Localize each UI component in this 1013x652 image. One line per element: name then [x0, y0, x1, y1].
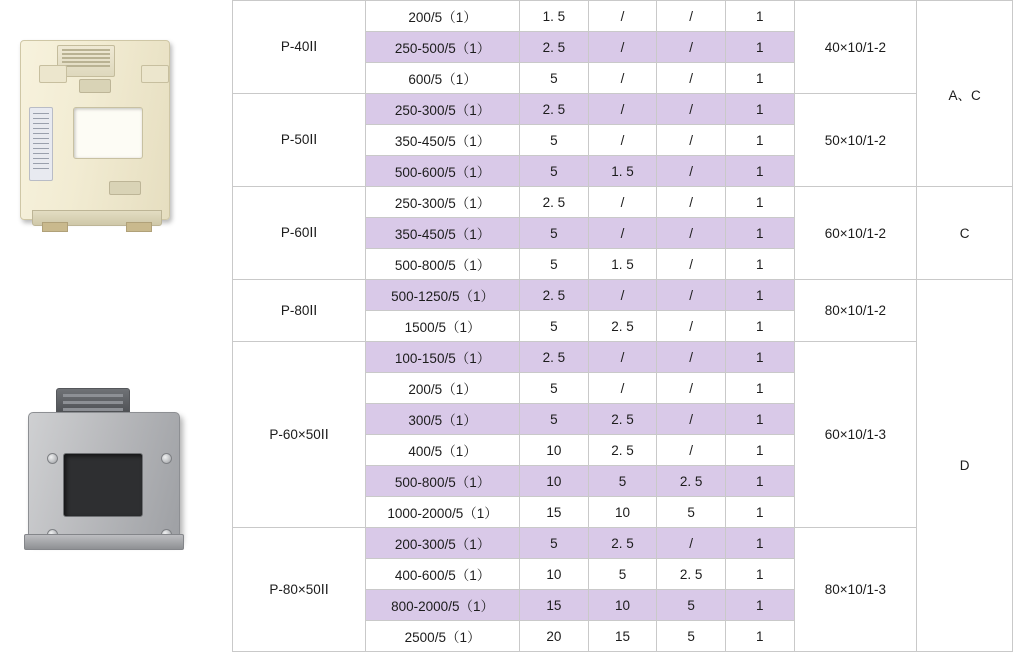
cell-rated-factor: 1 [725, 1, 794, 32]
cell-rated-factor: 1 [725, 404, 794, 435]
ct-white-housing [20, 40, 170, 220]
table-row [233, 342, 1013, 373]
cell-class-3: 2. 5 [657, 466, 726, 497]
cell-class-05: 5 [520, 311, 589, 342]
ct-gray-screw-top-right [161, 453, 172, 464]
cell-class-3: / [657, 32, 726, 63]
cell-rated-factor: 1 [725, 590, 794, 621]
cell-ratio: 400-600/5（1） [366, 559, 520, 590]
cell-dimension: 40×10/1-2 [794, 1, 917, 94]
cell-rated-factor: 1 [725, 187, 794, 218]
cell-class-1: 2. 5 [588, 528, 657, 559]
cell-class-1: / [588, 32, 657, 63]
cell-class-1: / [588, 187, 657, 218]
cell-class-1: 2. 5 [588, 435, 657, 466]
cell-class-05: 5 [520, 218, 589, 249]
ct-gray-busbar-window [63, 453, 143, 517]
cell-class-05: 5 [520, 373, 589, 404]
cell-class-1: 2. 5 [588, 311, 657, 342]
cell-class-1: / [588, 125, 657, 156]
cell-rated-factor: 1 [725, 528, 794, 559]
cell-class-3: / [657, 125, 726, 156]
cell-ratio: 200/5（1） [366, 1, 520, 32]
table-row [233, 528, 1013, 559]
cell-ratio: 250-500/5（1） [366, 32, 520, 63]
cell-model: P-50ⅠⅠ [233, 94, 366, 187]
ct-white-left-lug [39, 65, 67, 83]
table-row [233, 280, 1013, 311]
cell-type: D [917, 280, 1013, 652]
cell-rated-factor: 1 [725, 63, 794, 94]
cell-rated-factor: 1 [725, 32, 794, 63]
cell-class-3: 5 [657, 497, 726, 528]
cell-class-1: / [588, 280, 657, 311]
cell-ratio: 250-300/5（1） [366, 94, 520, 125]
cell-class-05: 1. 5 [520, 1, 589, 32]
cell-class-1: 1. 5 [588, 156, 657, 187]
ct-white-right-lug [141, 65, 169, 83]
cell-model: P-40ⅠⅠ [233, 1, 366, 94]
ct-white-terminal-upper [79, 79, 111, 93]
cell-rated-factor: 1 [725, 156, 794, 187]
cell-dimension: 60×10/1-2 [794, 187, 917, 280]
cell-dimension: 60×10/1-3 [794, 342, 917, 528]
cell-rated-factor: 1 [725, 249, 794, 280]
cell-class-3: / [657, 94, 726, 125]
cell-class-3: / [657, 435, 726, 466]
cell-class-05: 2. 5 [520, 342, 589, 373]
cell-class-05: 5 [520, 63, 589, 94]
cell-class-3: / [657, 342, 726, 373]
cell-ratio: 250-300/5（1） [366, 187, 520, 218]
cell-class-05: 2. 5 [520, 280, 589, 311]
cell-class-05: 20 [520, 621, 589, 652]
cell-class-1: / [588, 342, 657, 373]
cell-class-1: / [588, 218, 657, 249]
table-row [233, 187, 1013, 218]
cell-class-1: / [588, 373, 657, 404]
cell-rated-factor: 1 [725, 280, 794, 311]
cell-rated-factor: 1 [725, 559, 794, 590]
cell-ratio: 100-150/5（1） [366, 342, 520, 373]
cell-class-05: 10 [520, 466, 589, 497]
cell-class-3: / [657, 187, 726, 218]
cell-ratio: 300/5（1） [366, 404, 520, 435]
ct-white-busbar-window [73, 107, 143, 159]
cell-class-1: / [588, 94, 657, 125]
cell-type: A、C [917, 1, 1013, 187]
cell-rated-factor: 1 [725, 218, 794, 249]
cell-class-1: 1. 5 [588, 249, 657, 280]
cell-class-3: 5 [657, 590, 726, 621]
ct-gray-housing [28, 412, 180, 542]
ct-white-rating-label [29, 107, 53, 181]
cell-class-3: 2. 5 [657, 559, 726, 590]
specification-table [232, 0, 1013, 652]
cell-rated-factor: 1 [725, 435, 794, 466]
cell-class-3: 5 [657, 621, 726, 652]
cell-class-05: 5 [520, 156, 589, 187]
cell-ratio: 2500/5（1） [366, 621, 520, 652]
cell-class-3: / [657, 249, 726, 280]
cell-model: P-60×50ⅠⅠ [233, 342, 366, 528]
cell-class-05: 5 [520, 404, 589, 435]
cell-class-1: 15 [588, 621, 657, 652]
table-row [233, 94, 1013, 125]
cell-class-3: / [657, 280, 726, 311]
cell-ratio: 400/5（1） [366, 435, 520, 466]
specification-table-body [233, 1, 1013, 652]
cell-class-05: 15 [520, 497, 589, 528]
cell-ratio: 350-450/5（1） [366, 125, 520, 156]
cell-type: C [917, 187, 1013, 280]
ct-white-terminal-lower [109, 181, 141, 195]
cell-dimension: 50×10/1-2 [794, 94, 917, 187]
ct-gray-base [24, 534, 184, 550]
cell-ratio: 500-1250/5（1） [366, 280, 520, 311]
cell-rated-factor: 1 [725, 342, 794, 373]
cell-rated-factor: 1 [725, 125, 794, 156]
cell-class-3: / [657, 404, 726, 435]
cell-class-05: 2. 5 [520, 94, 589, 125]
cell-ratio: 350-450/5（1） [366, 218, 520, 249]
cell-class-1: 10 [588, 497, 657, 528]
cell-class-3: / [657, 218, 726, 249]
cell-class-05: 5 [520, 125, 589, 156]
cell-ratio: 500-800/5（1） [366, 466, 520, 497]
cell-rated-factor: 1 [725, 497, 794, 528]
cell-class-1: 10 [588, 590, 657, 621]
cell-class-1: 5 [588, 559, 657, 590]
cell-rated-factor: 1 [725, 373, 794, 404]
ct-gray-screw-top-left [47, 453, 58, 464]
cell-ratio: 600/5（1） [366, 63, 520, 94]
cell-ratio: 200-300/5（1） [366, 528, 520, 559]
ct-white-foot-right [126, 222, 152, 232]
cell-model: P-80ⅠⅠ [233, 280, 366, 342]
cell-class-05: 5 [520, 528, 589, 559]
cell-class-3: / [657, 528, 726, 559]
cell-class-05: 10 [520, 559, 589, 590]
cell-dimension: 80×10/1-2 [794, 280, 917, 342]
cell-class-1: 5 [588, 466, 657, 497]
gray-current-transformer-photo [18, 382, 190, 560]
ct-white-foot-left [42, 222, 68, 232]
cell-class-3: / [657, 1, 726, 32]
cell-ratio: 500-800/5（1） [366, 249, 520, 280]
cell-ratio: 800-2000/5（1） [366, 590, 520, 621]
cell-class-1: / [588, 1, 657, 32]
cell-class-1: 2. 5 [588, 404, 657, 435]
cell-class-3: / [657, 156, 726, 187]
cell-class-05: 15 [520, 590, 589, 621]
cell-class-1: / [588, 63, 657, 94]
cell-class-3: / [657, 311, 726, 342]
cell-rated-factor: 1 [725, 94, 794, 125]
cell-rated-factor: 1 [725, 466, 794, 497]
cell-class-3: / [657, 63, 726, 94]
white-current-transformer-photo [8, 14, 190, 236]
cell-rated-factor: 1 [725, 621, 794, 652]
cell-class-05: 2. 5 [520, 187, 589, 218]
cell-ratio: 500-600/5（1） [366, 156, 520, 187]
cell-rated-factor: 1 [725, 311, 794, 342]
cell-class-3: / [657, 373, 726, 404]
cell-class-05: 2. 5 [520, 32, 589, 63]
cell-model: P-60ⅠⅠ [233, 187, 366, 280]
table-row [233, 1, 1013, 32]
cell-class-05: 5 [520, 249, 589, 280]
cell-class-05: 10 [520, 435, 589, 466]
cell-model: P-80×50ⅠⅠ [233, 528, 366, 652]
cell-dimension: 80×10/1-3 [794, 528, 917, 652]
cell-ratio: 1000-2000/5（1） [366, 497, 520, 528]
cell-ratio: 200/5（1） [366, 373, 520, 404]
cell-ratio: 1500/5（1） [366, 311, 520, 342]
product-image-column [0, 0, 232, 573]
